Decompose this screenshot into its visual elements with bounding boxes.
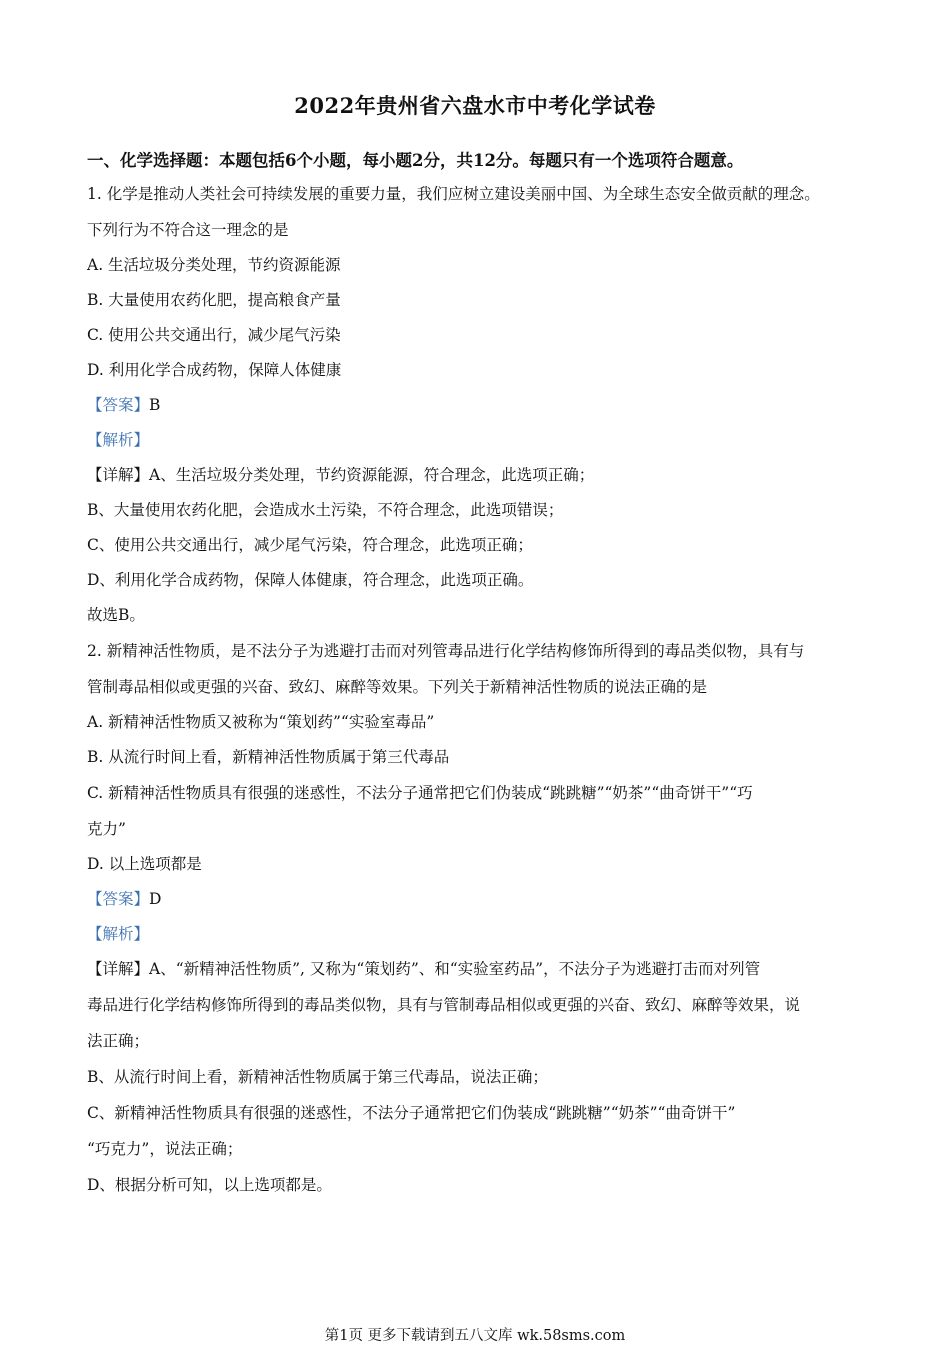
- q1-stem-line1: 1. 化学是推动人类社会可持续发展的重要力量，我们应树立建设美丽中国、为全球生态安全做贡献的理念。: [87, 185, 820, 203]
- q2-detail-a-line2: 毒品进行化学结构修饰所得到的毒品类似物，具有与管制毒品相似或更强的兴奋、致幻、麻醉等效果，说: [87, 996, 801, 1014]
- q2-analysis-tag: 【解析】: [87, 925, 150, 943]
- q1-option-a: A. 生活垃圾分类处理，节约资源能源: [87, 256, 341, 274]
- q1-answer: [87, 394, 877, 416]
- detail-tag: 【详解】: [87, 466, 150, 484]
- q2-detail-a-line3: 法正确；: [87, 1032, 150, 1050]
- q2-detail-b: B、从流行时间上看，新精神活性物质属于第三代毒品，说法正确；: [87, 1068, 548, 1086]
- q2-answer: [87, 888, 877, 910]
- q1-detail-b: B、大量使用农药化肥，会造成水土污染，不符合理念，此选项错误；: [87, 501, 564, 519]
- answer-tag: 【答案】: [87, 890, 150, 908]
- q2-option-b: B. 从流行时间上看，新精神活性物质属于第三代毒品: [87, 748, 450, 766]
- q2-option-c-line2: 克力”: [87, 820, 126, 838]
- q1-option-d: D. 利用化学合成药物，保障人体健康: [87, 361, 342, 379]
- q2-detail-c-line2: “巧克力”，说法正确；: [87, 1140, 243, 1158]
- answer-tag: 【答案】: [87, 396, 150, 414]
- page-title: 2022年贵州省六盘水市中考化学试卷: [294, 93, 656, 118]
- q2-detail-d: D、根据分析可知，以上选项都是。: [87, 1176, 332, 1194]
- detail-tag: 【详解】: [87, 960, 150, 978]
- q2-option-c-line1: C. 新精神活性物质具有很强的迷惑性，不法分子通常把它们伪装成“跳跳糖”“奶茶”“曲奇饼干”“巧: [87, 784, 753, 802]
- q1-detail-d: D、利用化学合成药物，保障人体健康，符合理念，此选项正确。: [87, 571, 534, 589]
- q2-stem-line2: 管制毒品相似或更强的兴奋、致幻、麻醉等效果。下列关于新精神活性物质的说法正确的是: [87, 678, 708, 696]
- q2-option-d: D. 以上选项都是: [87, 855, 202, 873]
- q1-option-b: B. 大量使用农药化肥，提高粮食产量: [87, 291, 341, 309]
- q2-detail-a-line1: [87, 958, 877, 980]
- detail-text: A、“新精神活性物质”, 又称为“策划药”、和“实验室药品”，不法分子为逃避打击而对列管: [149, 960, 761, 978]
- q2-detail-c-line1: C、新精神活性物质具有很强的迷惑性，不法分子通常把它们伪装成“跳跳糖”“奶茶”“曲奇饼干”: [87, 1104, 736, 1122]
- q1-analysis-tag: 【解析】: [87, 431, 150, 449]
- q1-stem-line2: 下列行为不符合这一理念的是: [87, 221, 289, 239]
- q1-conclusion: 故选B。: [87, 606, 145, 624]
- q2-stem-line1: 2. 新精神活性物质，是不法分子为逃避打击而对列管毒品进行化学结构修饰所得到的毒品类似物，具有与: [87, 642, 805, 660]
- page-footer: 第1页 更多下载请到五八文库 wk.58sms.com: [324, 1328, 626, 1344]
- q2-option-a: A. 新精神活性物质又被称为“策划药”“实验室毒品”: [87, 713, 435, 731]
- section-heading: 一、化学选择题：本题包括6个小题，每小题2分，共12分。每题只有一个选项符合题意。: [87, 151, 744, 170]
- answer-value: B: [149, 396, 161, 414]
- detail-text: A、生活垃圾分类处理，节约资源能源，符合理念，此选项正确；: [149, 466, 595, 484]
- q1-detail-c: C、使用公共交通出行，减少尾气污染，符合理念，此选项正确；: [87, 536, 533, 554]
- answer-value: D: [149, 890, 162, 908]
- q1-option-c: C. 使用公共交通出行，减少尾气污染: [87, 326, 341, 344]
- q1-detail-a: [87, 464, 877, 486]
